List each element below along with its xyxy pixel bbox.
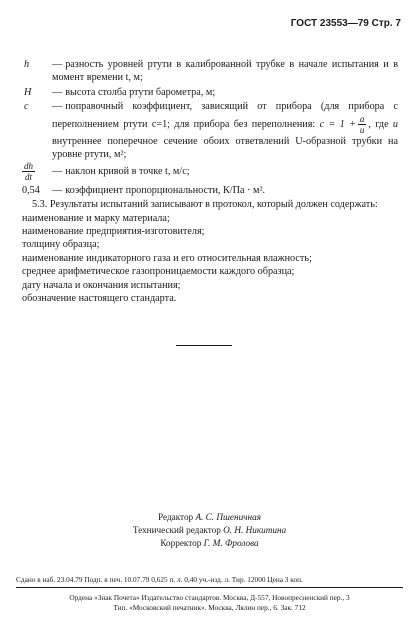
symbol-c: c <box>24 101 29 113</box>
definition-h: h — разность уровней ртути в калиброванной трубке в начале испытания и в момент времени t, м; <box>24 59 398 84</box>
page-header <box>291 18 401 29</box>
standard-number: ГОСТ 23553—79 <box>290 18 369 29</box>
page-number: Стр. 7 <box>371 18 401 29</box>
editorial-credits <box>0 511 419 550</box>
publisher-info <box>16 593 403 613</box>
definition-dhdt: dh dt — наклон кривой в точке t, м/с; <box>24 161 190 183</box>
definition-coefficient-text: коэффициент пропорциональности, К/Па · м². <box>65 184 266 196</box>
section-divider <box>176 345 232 346</box>
definition-c: c — поправочный коэффициент, зависящий от прибора (для прибора с переполнением ртути c=1; для прибора без переполнения: c = 1 + $\frac{a}{u}$ , где u внутреннее поперечное сечение обоих ответвлений U-образной трубки на уровне ртути, м²; <box>24 101 398 161</box>
definition-c-text-2: , где <box>368 118 389 130</box>
symbol-H: H <box>24 86 32 98</box>
protocol-item: дату начала и окончания испытания; <box>22 279 181 291</box>
section-intro: 5.3. Результаты испытаний записывают в протокол, который должен содержать: <box>32 199 378 211</box>
protocol-item: наименование и марку материала; <box>22 212 170 224</box>
printer-line: Тип. «Московский печатник». Москва, Лялин пер., 6. Зак. 712 <box>113 603 306 612</box>
symbol-coefficient: 0,54 <box>22 184 40 196</box>
protocol-item: обозначение настоящего стандарта. <box>22 293 177 305</box>
imprint-line: Сдано в наб. 23.04.79 Подп. в печ. 10.07.79 0,625 п. л. 0,40 уч.-изд. л. Тир. 12000 Цена 3 коп. <box>16 575 403 588</box>
protocol-item-list <box>22 212 398 306</box>
definition-c-text-1: поправочный коэффициент, зависящий от прибора (для прибора с переполнением ртути c=1; для прибора без переполнения: <box>52 101 398 130</box>
protocol-item: наименование индикаторного газа и его относительная влажность; <box>22 252 312 264</box>
fraction-dh-dt: dh dt <box>24 161 33 183</box>
publisher-line: Ордена «Знак Почета» Издательство стандартов. Москва, Д-557, Новопресненский пер., 3 <box>69 593 350 602</box>
definition-c-text-3: внутреннее поперечное сечение обоих ответвлений U-образной трубки на уровне ртути, м²; <box>52 135 398 161</box>
symbol-h: h <box>24 59 30 70</box>
definition-H: H — высота столба ртути барометра, м; <box>24 86 216 98</box>
document-body <box>22 58 398 306</box>
symbol-u: u <box>392 118 398 130</box>
credit-proofreader: Корректор Г. М. Фролова <box>160 538 259 548</box>
protocol-item: толщину образца; <box>22 239 100 251</box>
definition-coefficient: 0,54 — коэффициент пропорциональности, К/Па · м². <box>22 184 266 196</box>
definition-dhdt-text: наклон кривой в точке t, м/с; <box>65 166 190 178</box>
protocol-item: среднее арифметическое газопроницаемости каждого образца; <box>22 266 295 278</box>
definition-H-text: высота столба ртути барометра, м; <box>65 86 216 98</box>
credit-editor: Редактор А. С. Пшеничная <box>158 512 261 522</box>
protocol-item: наименование предприятия-изготовителя; <box>22 226 205 238</box>
fraction-a-over-u: $\frac{a}{u}$ <box>359 113 365 135</box>
credit-technical-editor: Технический редактор О. Н. Никитина <box>132 525 287 535</box>
c-formula: c = 1 + <box>319 118 356 130</box>
definition-h-text: разность уровней ртути в калиброванной трубке в начале испытания и в момент времени t, м; <box>52 59 398 84</box>
